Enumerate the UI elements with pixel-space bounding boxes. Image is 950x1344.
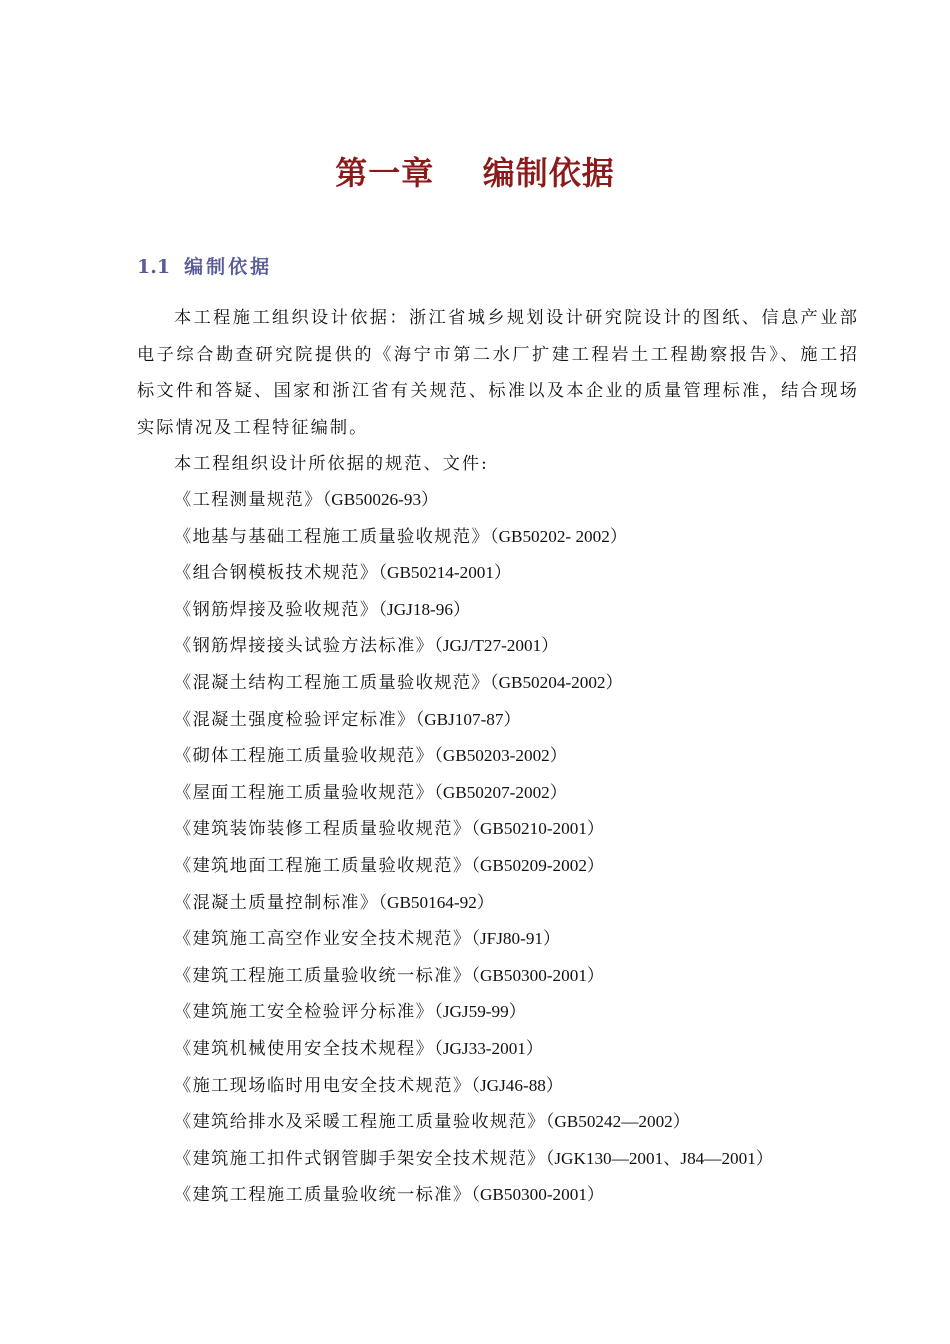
- standard-name: 《混凝土强度检验评定标准》: [174, 709, 416, 730]
- standard-item: [174, 885, 773, 922]
- standard-item: [174, 1068, 773, 1105]
- standard-item: [174, 921, 773, 958]
- standard-item: [174, 994, 773, 1031]
- standard-code: （GB50204-2002）: [490, 672, 623, 692]
- standard-name: 《施工现场临时用电安全技术规范》: [174, 1075, 472, 1096]
- standard-name: 《混凝土质量控制标准》: [174, 892, 379, 913]
- standard-item: [174, 775, 773, 812]
- standard-item: [174, 665, 773, 702]
- section-number: 1.1: [137, 256, 171, 278]
- standard-item: [174, 1141, 773, 1178]
- standard-item: [174, 482, 773, 519]
- standard-name: 《建筑施工高空作业安全技术规范》: [174, 929, 472, 950]
- standard-item: [174, 811, 773, 848]
- standards-list: [174, 482, 773, 1214]
- standard-code: （JGJ46-88）: [471, 1075, 564, 1095]
- standard-code: （GB50026-93）: [322, 490, 439, 509]
- standard-code: （GB50300-2001）: [471, 1185, 605, 1205]
- standard-code: （GB50203-2002）: [434, 746, 567, 766]
- standard-item: [174, 738, 773, 775]
- standard-item: [174, 1104, 773, 1141]
- standard-code: （JGJ/T27-2001）: [434, 636, 559, 656]
- standard-code: （GB50164-92）: [378, 892, 494, 912]
- standard-name: 《钢筋焊接及验收规范》: [174, 599, 379, 620]
- standard-name: 《钢筋焊接接头试验方法标准》: [174, 636, 435, 657]
- standard-code: （JGJ33-2001）: [434, 1038, 544, 1058]
- standard-code: （JGK130—2001、J84—2001）: [545, 1148, 774, 1168]
- standard-name: 《混凝土结构工程施工质量验收规范》: [174, 672, 490, 693]
- standard-name: 《地基与基础工程施工质量验收规范》: [174, 526, 490, 547]
- standard-item: [174, 1031, 773, 1068]
- standard-item: [174, 519, 773, 556]
- standard-item: [174, 848, 773, 885]
- standard-name: 《建筑施工扣件式钢管脚手架安全技术规范》: [174, 1148, 546, 1169]
- basis-paragraph: 本工程施工组织设计依据：浙江省城乡规划设计研究院设计的图纸、信息产业部电子综合勘查研究院提供的《海宁市第二水厂扩建工程岩土工程勘察报告》、施工招标文件和答疑、国家和浙江省有关规范、标准以及本企业的质量管理标准，结合现场实际情况及工程特征编制。: [137, 308, 859, 438]
- standard-name: 《建筑给排水及采暖工程施工质量验收规范》: [174, 1112, 546, 1133]
- standard-name: 《工程测量规范》: [174, 490, 323, 510]
- standard-code: （GB50210-2001）: [471, 819, 605, 839]
- standard-code: （GB50207-2002）: [434, 782, 567, 802]
- standard-name: 《建筑地面工程施工质量验收规范》: [174, 855, 472, 876]
- standard-code: （GB50214-2001）: [378, 563, 512, 583]
- standard-code: （GBJ107-87）: [415, 709, 521, 729]
- chapter-title: 第一章 编制依据: [335, 154, 615, 192]
- standard-code: （JGJ59-99）: [434, 1002, 526, 1022]
- standard-name: 《建筑施工安全检验评分标准》: [174, 1002, 435, 1023]
- standard-code: （GB50300-2001）: [471, 965, 605, 985]
- standard-code: （JGJ18-96）: [378, 599, 471, 619]
- standard-code: （GB50202- 2002）: [490, 526, 628, 546]
- standard-item: [174, 592, 773, 629]
- standard-item: [174, 628, 773, 665]
- standard-item: [174, 702, 773, 739]
- section-title: 编制依据: [184, 256, 273, 278]
- standard-name: 《建筑工程施工质量验收统一标准》: [174, 965, 472, 986]
- standard-code: （GB50242—2002）: [545, 1112, 690, 1132]
- standard-name: 《屋面工程施工质量验收规范》: [174, 782, 435, 803]
- standards-list-intro: 本工程组织设计所依据的规范、文件:: [174, 454, 489, 474]
- standard-name: 《砌体工程施工质量验收规范》: [174, 746, 435, 767]
- standard-name: 《建筑工程施工质量验收统一标准》: [174, 1185, 472, 1206]
- standard-code: （GB50209-2002）: [471, 855, 605, 875]
- standard-code: （JFJ80-91）: [471, 929, 561, 949]
- standard-name: 《组合钢模板技术规范》: [174, 563, 379, 584]
- standard-name: 《建筑机械使用安全技术规程》: [174, 1038, 435, 1059]
- standard-name: 《建筑装饰装修工程质量验收规范》: [174, 819, 472, 840]
- standard-item: [174, 1177, 773, 1214]
- standard-item: [174, 555, 773, 592]
- standard-item: [174, 958, 773, 995]
- section-heading: [137, 252, 272, 279]
